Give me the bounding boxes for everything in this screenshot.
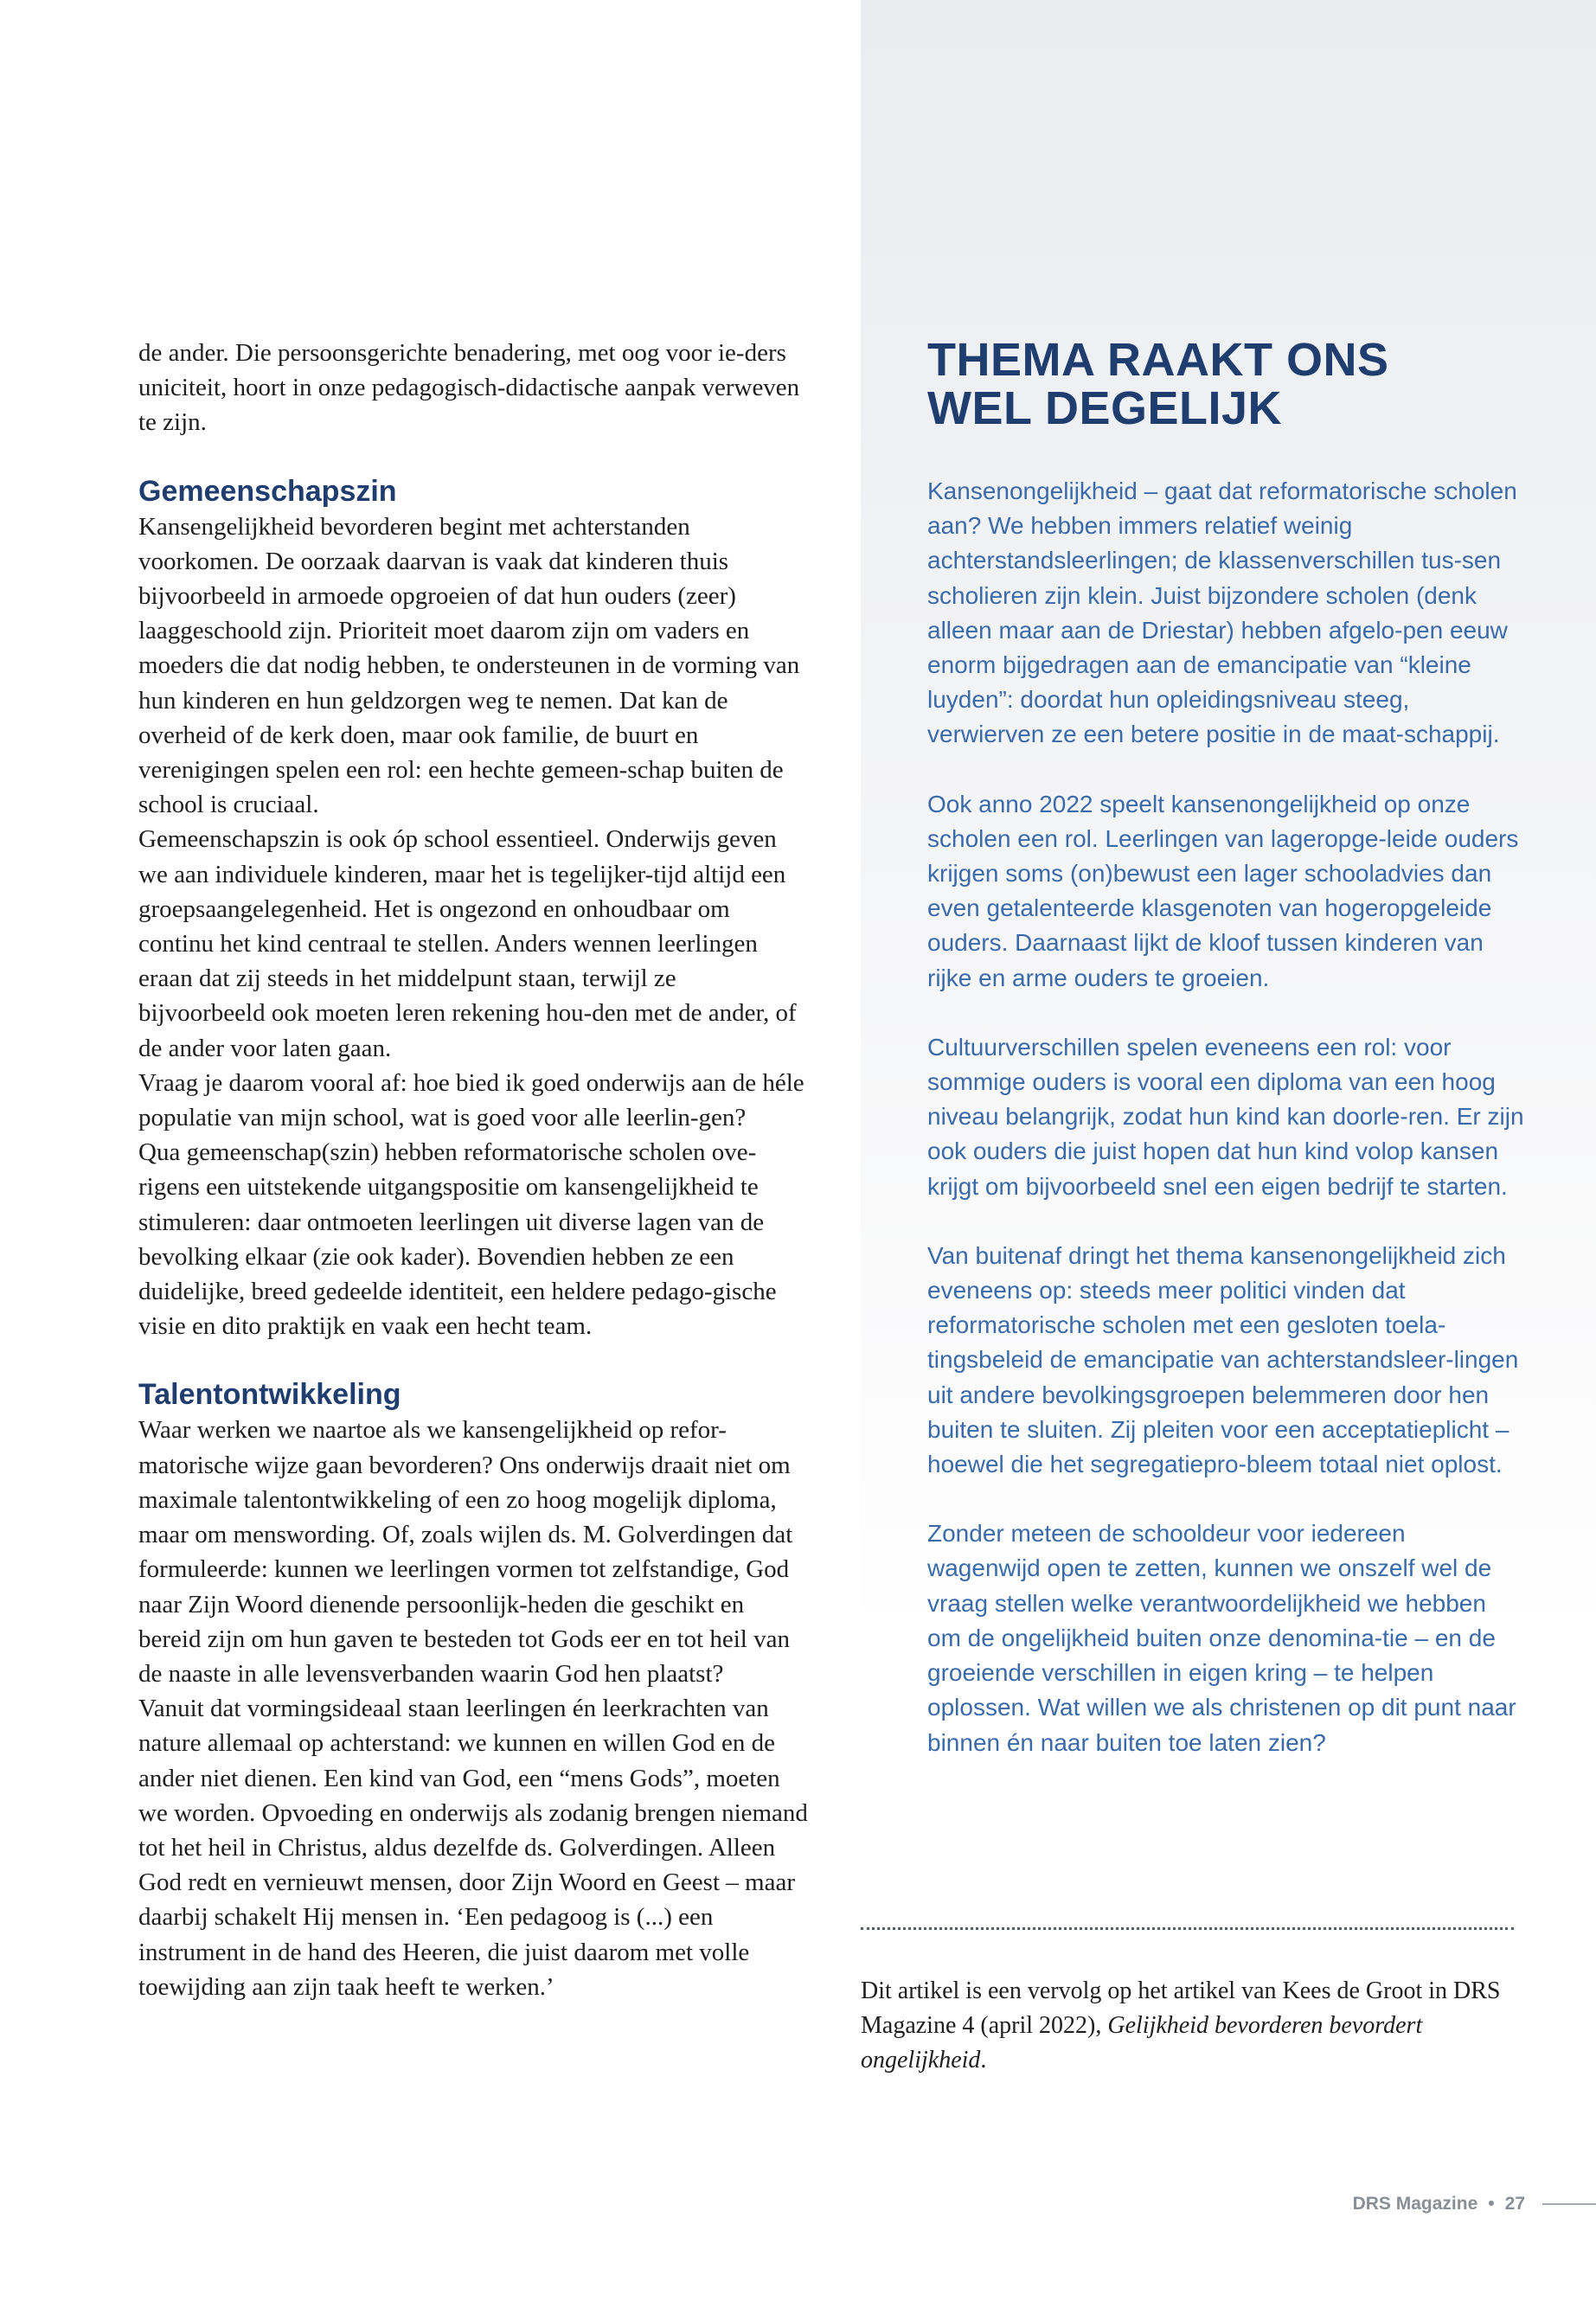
body-paragraph: Vanuit dat vormingsideaal staan leerlingen én leerkrachten van nature allemaal op achterstand: we kunnen en willen God en de ander niet dienen. Een kind van God, een “mens Gods”, moeten we worden. Opvoeding en onderwijs als zodanig brengen niemand tot het heil in Christus, aldus dezelfde ds. Golverdingen. Alleen God redt en vernieuwt mensen, door Zijn Woord en Geest – maar daarbij schakelt Hij mensen in. ‘Een pedagoog is (...) een instrument in de hand des Heeren, die juist daarom met volle toewijding aan zijn taak heeft te werken.’ bbox=[138, 1695, 808, 2001]
sidebar-paragraph: Van buitenaf dringt het thema kansenongelijkheid zich eveneens op: steeds meer politici vinden dat reformatorische scholen met een gesloten toela-tingsbeleid de emancipatie van achterstandsleer-lingen uit andere bevolkingsgroepen belemmeren door hen buiten te sluiten. Zij pleiten voor een acceptatieplicht – hoewel die het segregatiepro-bleem totaal niet oplost. bbox=[927, 1241, 1519, 1478]
source-note-text: Dit artikel is een vervolg op het artikel van Kees de Groot in DRS Magazine 4 (april 2022), bbox=[861, 1977, 1501, 2039]
sidebar-title-line-1: THEMA RAAKT ONS bbox=[927, 334, 1389, 386]
page-footer bbox=[1353, 2189, 1596, 2220]
source-note bbox=[861, 1974, 1518, 2078]
body-paragraph: Qua gemeenschap(szin) hebben reformatorische scholen ove-rigens een uitstekende uitgangspositie om kansengelijkheid te stimuleren: daar ontmoeten leerlingen uit diverse lagen van de bevolking elkaar (zie ook kader). Bovendien hebben ze een duidelijke, breed gedeelde identiteit, een heldere pedago-gische visie en dito praktijk en vaak een hecht team. bbox=[138, 1138, 777, 1341]
sidebar-paragraph: Zonder meteen de schooldeur voor iedereen wagenwijd open te zetten, kunnen we onszelf wel de vraag stellen welke verantwoordelijkheid we hebben om de ongelijkheid buiten onze denomina-tie – en de groeiende verschillen in eigen kring – te helpen oplossen. Wat willen we als christenen op dit punt naar binnen én naar buiten toe laten zien? bbox=[927, 1520, 1516, 1756]
footer-rule bbox=[1542, 2203, 1596, 2205]
sidebar-paragraph: Kansenongelijkheid – gaat dat reformatorische scholen aan? We hebben immers relatief weinig achterstandsleerlingen; de klassenverschillen tus-sen scholieren zijn klein. Juist bijzondere scholen (denk alleen maar aan de Driestar) hebben afgelo-pen eeuw enorm bijgedragen aan de emancipatie van “kleine luyden”: doordat hun opleidingsniveau steeg, verwierven ze een betere positie in de maat-schappij. bbox=[927, 478, 1517, 748]
sidebar-title bbox=[927, 336, 1524, 433]
footer-page-number: 27 bbox=[1504, 2194, 1525, 2214]
body-paragraph: Kansengelijkheid bevorderen begint met achterstanden voorkomen. De oorzaak daarvan is vaak dat kinderen thuis bijvoorbeeld in armoede opgroeien of dat hun ouders (zeer) laaggeschoold zijn. Prioriteit moet daarom zijn om vaders en moeders die dat nodig hebben, te ondersteunen in de vorming van hun kinderen en hun geldzorgen weg te nemen. Dat kan de overheid of de kerk doen, maar ook familie, de buurt en verenigingen spelen een rol: een hechte gemeen-schap buiten de school is cruciaal. bbox=[138, 512, 800, 819]
source-note-title: Gelijkheid bevorderen bevordert ongelijkheid bbox=[861, 2012, 1423, 2073]
sidebar-paragraph: Cultuurverschillen spelen eveneens een rol: voor sommige ouders is vooral een diploma van een hoog niveau belangrijk, zodat hun kind kan doorle-ren. Er zijn ook ouders die juist hopen dat hun kind volop kansen krijgt om bijvoorbeeld snel een eigen bedrijf te starten. bbox=[927, 1033, 1524, 1200]
sidebar-title-line-2: WEL DEGELIJK bbox=[927, 382, 1283, 434]
sidebar-box bbox=[927, 336, 1524, 1760]
footer-separator: • bbox=[1488, 2194, 1495, 2214]
source-note-end: . bbox=[980, 2047, 987, 2073]
section-heading-talentontwikkeling: Talentontwikkeling bbox=[138, 1378, 401, 1412]
body-paragraph: Gemeenschapszin is ook óp school essentieel. Onderwijs geven we aan individuele kinderen, maar het is tegelijker-tijd altijd een groepsaangelegenheid. Het is ongezond en onhoudbaar om continu het kind centraal te stellen. Anders wennen leerlingen eraan dat zij steeds in het middelpunt staan, terwijl ze bijvoorbeeld ook moeten leren rekening hou-den met de ander, of de ander voor laten gaan. bbox=[138, 825, 797, 1062]
section-heading-gemeenschapszin: Gemeenschapszin bbox=[138, 474, 397, 508]
intro-paragraph: de ander. Die persoonsgerichte benadering, met oog voor ie-ders uniciteit, hoort in onze pedagogisch-didactische aanpak verweven te zijn. bbox=[138, 339, 800, 437]
article-body bbox=[138, 336, 809, 2004]
body-paragraph: Waar werken we naartoe als we kansengelijkheid op refor-matorische wijze gaan bevorderen? Ons onderwijs draait niet om maximale talentontwikkeling of een zo hoog mogelijk diploma, maar om menswording. Of, zoals wijlen ds. M. Golverdingen dat formuleerde: kunnen we leerlingen vormen tot zelfstandige, God naar Zijn Woord dienende persoonlijk-heden die geschikt en bereid zijn om hun gaven te besteden tot Gods eer en tot heil van de naaste in alle levensverbanden waarin God hen plaatst? bbox=[138, 1416, 793, 1688]
sidebar-paragraph: Ook anno 2022 speelt kansenongelijkheid op onze scholen een rol. Leerlingen van lageropge-leide ouders krijgen soms (on)bewust een lager schooladvies dan even getalenteerde klasgenoten van hogeropgeleide ouders. Daarnaast lijkt de kloof tussen kinderen van rijke en arme ouders te groeien. bbox=[927, 790, 1519, 991]
footer-magazine-name: DRS Magazine bbox=[1352, 2194, 1478, 2214]
body-paragraph: Vraag je daarom vooral af: hoe bied ik goed onderwijs aan de héle populatie van mijn school, wat is goed voor alle leerlin-gen? bbox=[138, 1068, 804, 1132]
dotted-divider bbox=[861, 1927, 1514, 1930]
